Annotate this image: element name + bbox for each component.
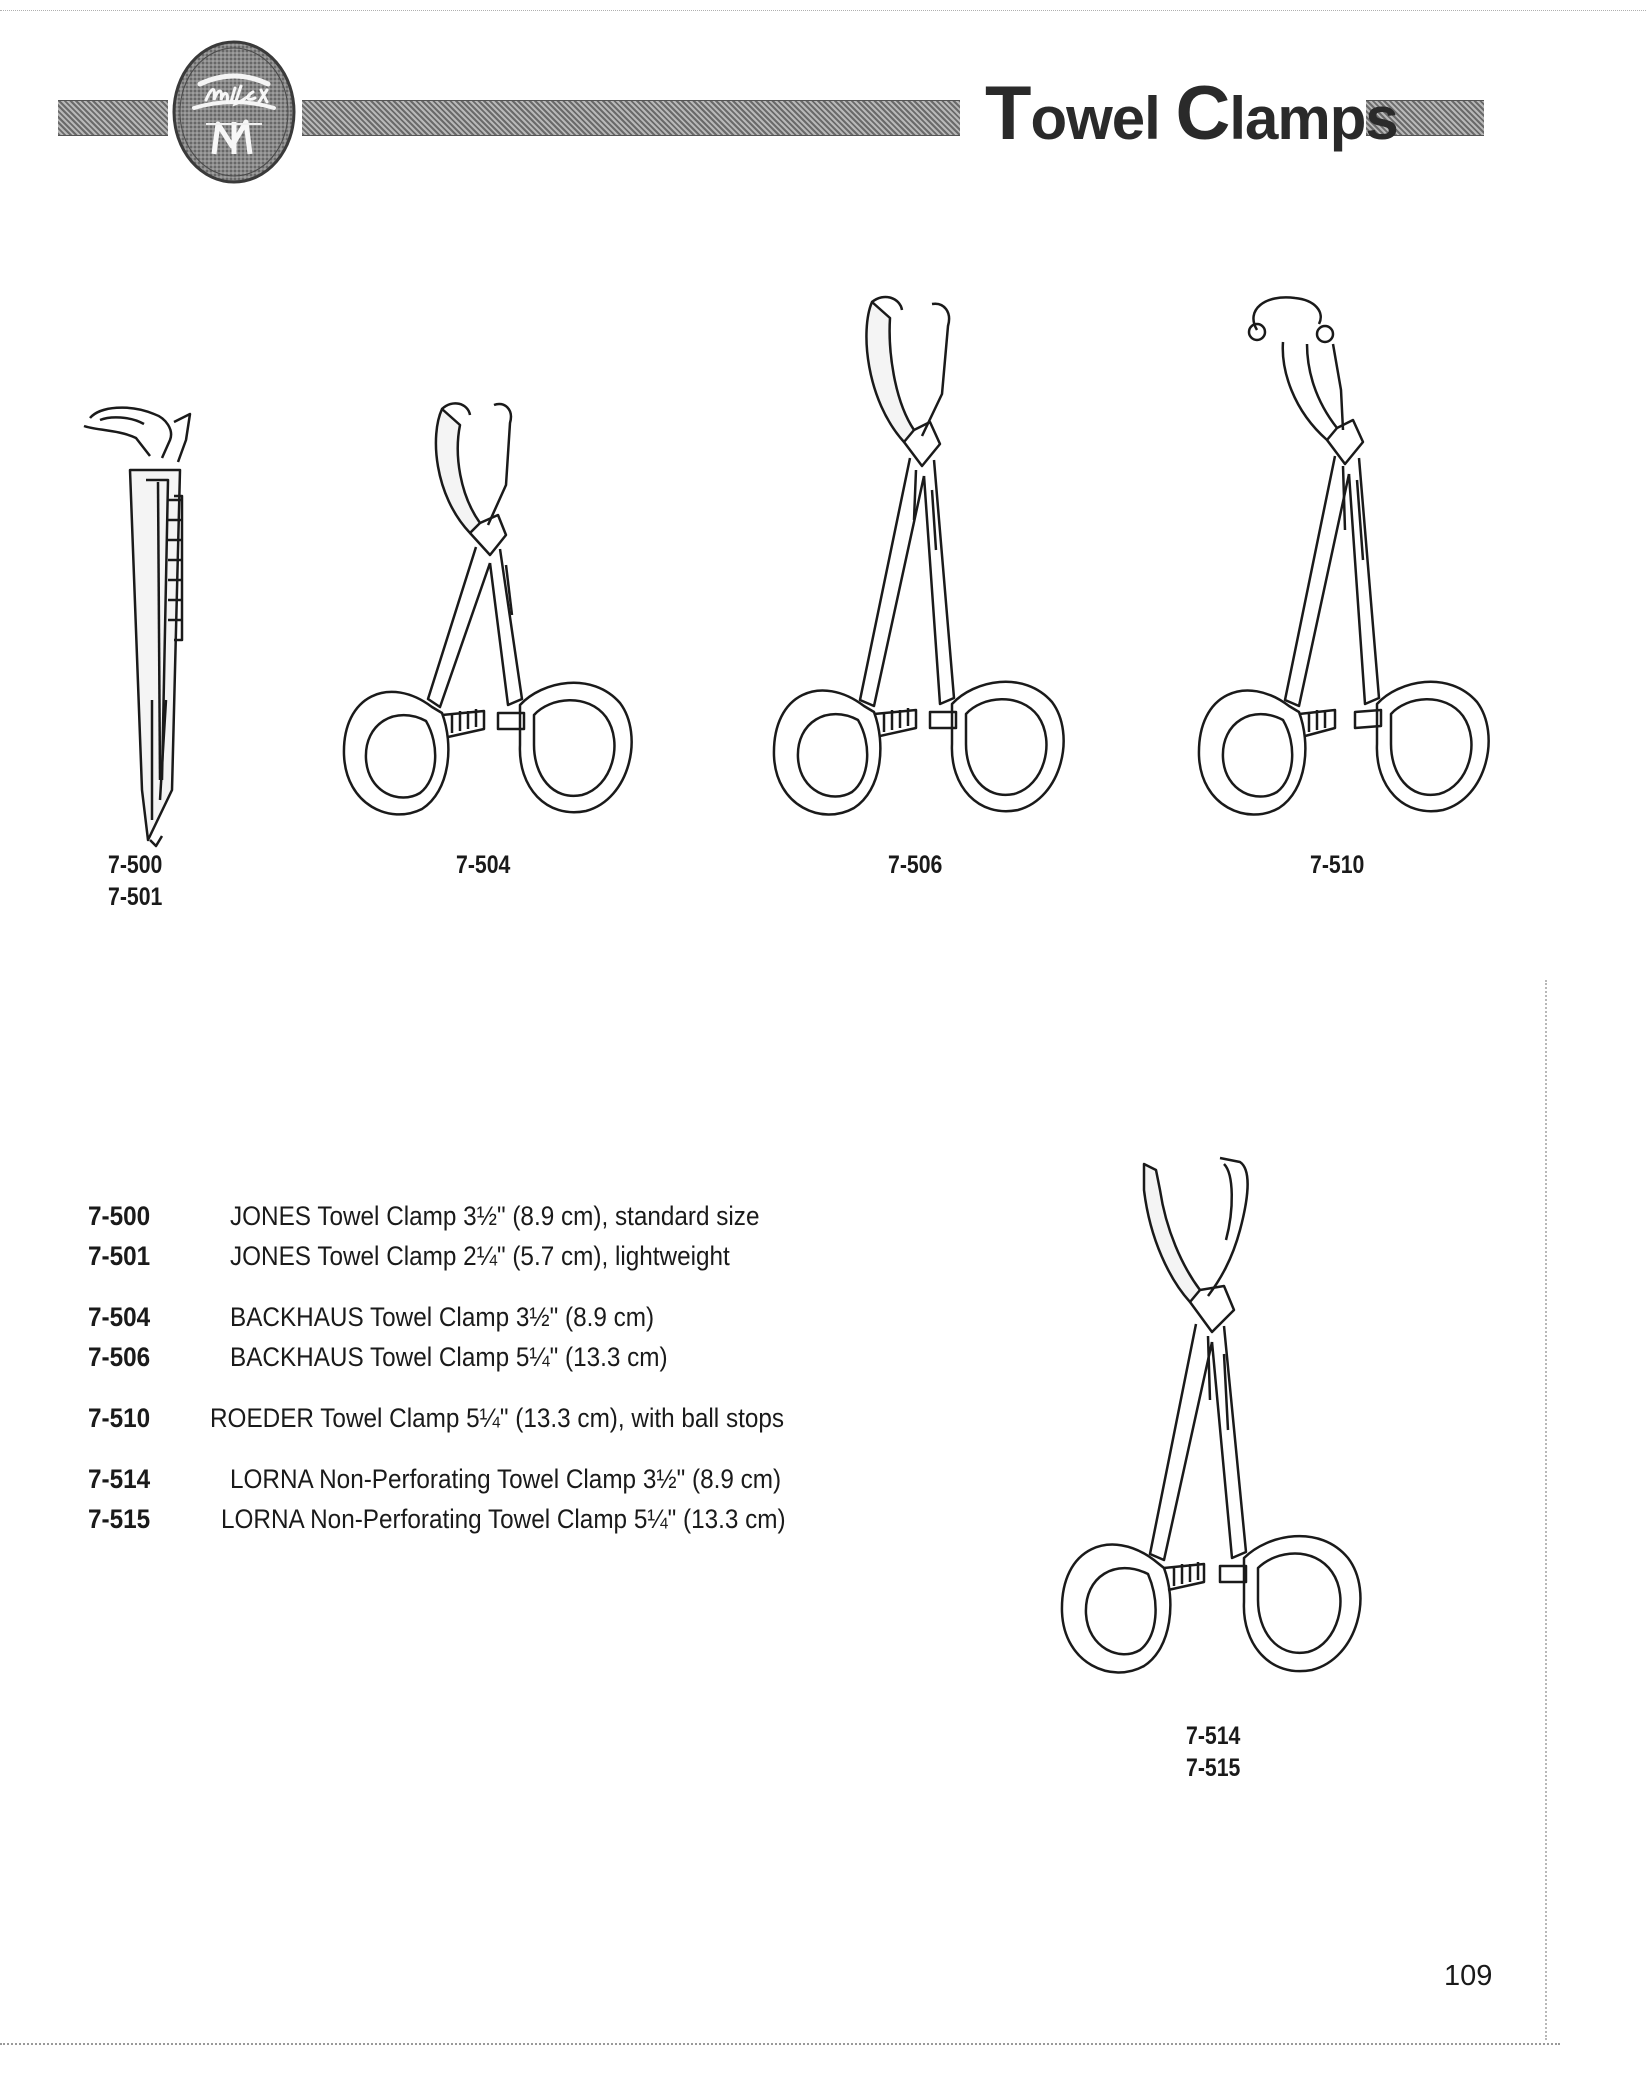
backhaus-small-towel-clamp-illustration: [330, 395, 650, 835]
catalog-list: [88, 1196, 848, 1539]
catalog-row: [88, 1398, 848, 1438]
catalog-code: 7-501: [88, 1241, 151, 1271]
catalog-code: 7-500: [88, 1201, 151, 1231]
catalog-description: BACKHAUS Towel Clamp 5¼" (13.3 cm): [230, 1342, 668, 1372]
backhaus-large-towel-clamp-illustration: [760, 290, 1080, 830]
catalog-row: [88, 1459, 848, 1499]
catalog-code: 7-514: [88, 1464, 151, 1494]
miltex-logo: [170, 38, 298, 186]
page-number: 109: [1444, 1960, 1493, 1992]
catalog-row: [88, 1499, 848, 1539]
catalog-description: JONES Towel Clamp 2¼" (5.7 cm), lightweight: [230, 1241, 730, 1271]
figure-label: 7-506: [888, 851, 943, 879]
header-band-middle: [302, 100, 960, 136]
catalog-code: 7-506: [88, 1342, 151, 1372]
catalog-description: BACKHAUS Towel Clamp 3½" (8.9 cm): [230, 1302, 655, 1332]
figure-label: 7-510: [1310, 851, 1365, 879]
catalog-code: 7-510: [88, 1403, 151, 1433]
figure-label: 7-501: [108, 883, 163, 911]
figure-label: 7-500: [108, 851, 163, 879]
catalog-code: 7-504: [88, 1302, 151, 1332]
catalog-row: [88, 1337, 848, 1377]
figure-label: 7-504: [456, 851, 511, 879]
page-title: Towel Clamps: [985, 71, 1398, 156]
right-edge-line: [1545, 980, 1547, 2040]
figure-label: 7-514: [1186, 1722, 1241, 1750]
header-band-left: [58, 100, 168, 136]
figure-label: 7-515: [1186, 1754, 1241, 1782]
roeder-towel-clamp-illustration: [1185, 290, 1505, 830]
top-edge-line: [0, 10, 1646, 11]
bottom-edge-line: [0, 2043, 1560, 2045]
catalog-row: [88, 1297, 848, 1337]
catalog-row: [88, 1196, 848, 1236]
catalog-code: 7-515: [88, 1504, 151, 1534]
jones-towel-clamp-illustration: [70, 400, 210, 850]
catalog-description: JONES Towel Clamp 3½" (8.9 cm), standard size: [230, 1201, 760, 1231]
catalog-description: ROEDER Towel Clamp 5¼" (13.3 cm), with ball stops: [210, 1403, 785, 1433]
catalog-description: LORNA Non-Perforating Towel Clamp 5¼" (13.3 cm): [220, 1504, 786, 1534]
lorna-towel-clamp-illustration: [1040, 1150, 1400, 1710]
catalog-description: LORNA Non-Perforating Towel Clamp 3½" (8.9 cm): [230, 1464, 782, 1494]
catalog-row: [88, 1236, 848, 1276]
